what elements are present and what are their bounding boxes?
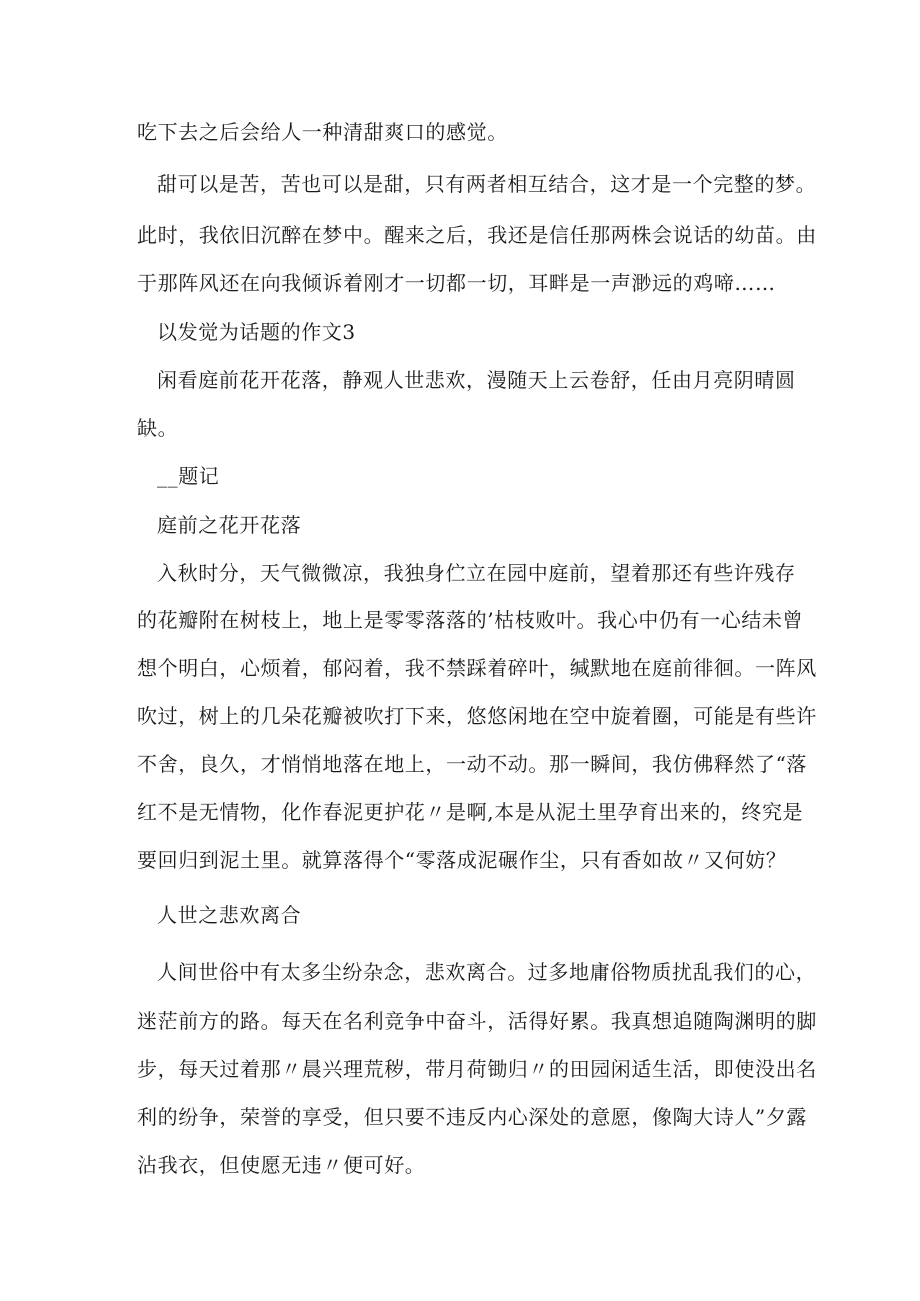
- text-line: 步，每天过着那〃晨兴理荒秽，带月荷锄归〃的田园闲适生活，即使没出名: [137, 1057, 817, 1081]
- text-line: 闲看庭前花开花落，静观人世悲欢，漫随天上云卷舒，任由月亮阴晴圆: [157, 368, 796, 392]
- text-line: 甜可以是苦，苦也可以是甜，只有两者相互结合，这才是一个完整的梦。: [157, 172, 817, 196]
- text-line: 此时，我依旧沉醉在梦中。醒来之后，我还是信任那两株会说话的幼苗。由: [137, 223, 817, 247]
- text-line: 迷茫前方的路。每天在名利竞争中奋斗，活得好累。我真想追随陶渊明的脚: [137, 1009, 817, 1033]
- subheading: 庭前之花开花落: [157, 513, 302, 537]
- text-line: 想个明白，心烦着，郁闷着，我不禁踩着碎叶，缄默地在庭前徘徊。一阵风: [137, 656, 817, 680]
- text-line: 入秋时分，天气微微凉，我独身伫立在园中庭前，望着那还有些许残存: [157, 561, 796, 585]
- section-heading: 以发觉为话题的作文3: [157, 320, 356, 344]
- text-line: 红不是无情物，化作春泥更护花〃是啊,本是从泥土里孕育出来的，终究是: [137, 800, 804, 824]
- epigraph-attribution: __题记: [157, 464, 220, 488]
- text-line: 的花瓣附在树枝上，地上是零零落落的’枯枝败叶。我心中仍有一心结未曾: [137, 608, 804, 632]
- text-line: 要回归到泥土里。就算落得个“零落成泥碾作尘，只有香如故〃又何妨？: [137, 848, 787, 872]
- text-line: 人间世俗中有太多尘纷杂念，悲欢离合。过多地庸俗物质扰乱我们的心，: [157, 960, 817, 984]
- text-line: 利的纷争，荣誉的享受，但只要不违反内心深处的意愿，像陶大诗人”夕露: [137, 1105, 808, 1129]
- text-line: 吹过，树上的几朵花瓣被吹打下来，悠悠闲地在空中旋着圈，可能是有些许: [137, 704, 817, 728]
- text-line: 吃下去之后会给人一种清甜爽口的感觉。: [137, 120, 508, 144]
- subheading: 人世之悲欢离合: [157, 903, 302, 927]
- text-line: 缺。: [137, 416, 179, 440]
- text-line: 不舍，良久，才悄悄地落在地上，一动不动。那一瞬间，我仿佛释然了“落: [137, 752, 808, 776]
- text-line: 沾我衣，但使愿无违〃便可好。: [137, 1153, 426, 1177]
- text-line: 于那阵风还在向我倾诉着刚才一切都一切，耳畔是一声渺远的鸡啼……: [137, 271, 776, 295]
